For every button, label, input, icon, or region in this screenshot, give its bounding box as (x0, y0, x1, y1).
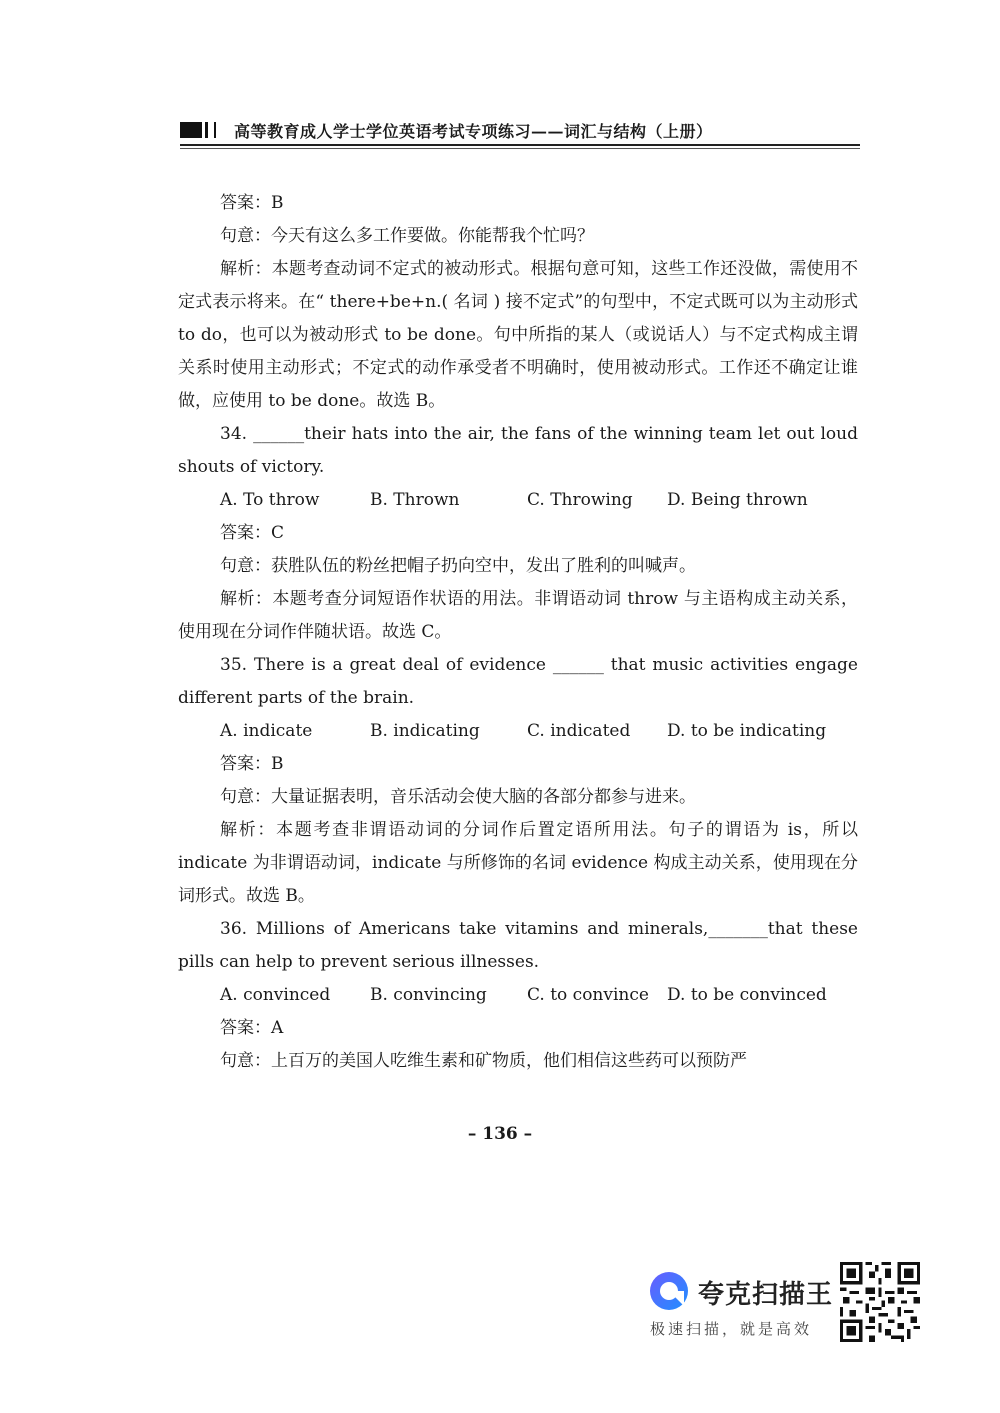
option-d: D. to be indicating (667, 721, 827, 741)
page-content (178, 187, 858, 1078)
running-header (180, 118, 860, 144)
option-a: A. indicate (220, 721, 313, 741)
option-c: C. indicated (527, 721, 631, 741)
analysis-35: 解析：本题考查非谓语动词的分词作后置定语所用法。句子的谓语为 is，所以 indicate 为非谓语动词，indicate 与所修饰的名词 evidence 构成主动关系，使用现在分词形式。故选 B。 (178, 820, 858, 906)
option-c: C. Throwing (527, 490, 633, 510)
option-c: C. to convince (527, 985, 649, 1005)
option-d: D. to be convinced (667, 985, 827, 1005)
option-d: D. Being thrown (667, 490, 808, 510)
analysis-33: 解析：本题考查动词不定式的被动形式。根据句意可知，这些工作还没做，需使用不定式表示将来。在“ there+be+n.( 名词 ) 接不定式”的句型中，不定式既可以为主动形式 to do，也可以为被动形式 to be done。句中所指的某人（或说话人）与不定式构成主谓关系时使用主动形式；不定式的动作承受者不明确时，使用被动形式。工作还不确定让谁做，应使用 to be done。故选 B。 (178, 259, 858, 411)
header-rule (180, 144, 860, 146)
qr-code-icon (840, 1262, 920, 1342)
header-title: 高等教育成人学士学位英语考试专项练习——词汇与结构（上册） (234, 122, 713, 141)
question-35-stem: 35. There is a great deal of evidence ______ that music activities engage different parts of the brain. (178, 655, 858, 708)
answer-36: 答案：A (220, 1018, 284, 1038)
page-number: – 136 – (467, 1124, 533, 1144)
watermark-slogan: 极速扫描，就是高效 (650, 1320, 813, 1338)
option-b: B. Thrown (370, 490, 460, 510)
question-36-stem: 36. Millions of Americans take vitamins and minerals,_______that these pills can help to prevent serious illnesses. (178, 919, 858, 972)
meaning-34: 句意：获胜队伍的粉丝把帽子扔向空中，发出了胜利的叫喊声。 (220, 556, 696, 576)
question-35-options (178, 715, 858, 748)
answer-35: 答案：B (220, 754, 284, 774)
meaning-36: 句意：上百万的美国人吃维生素和矿物质，他们相信这些药可以预防严 (220, 1051, 747, 1071)
answer-33: 答案：B (220, 193, 284, 213)
option-b: B. convincing (370, 985, 487, 1005)
option-a: A. To throw (220, 490, 320, 510)
question-34-stem: 34. ______their hats into the air, the fans of the winning team let out loud shouts of victory. (178, 424, 858, 477)
question-36-options (178, 979, 858, 1012)
watermark-brand: 夸克扫描王 (698, 1280, 834, 1310)
header-rule-thin (180, 148, 860, 149)
quark-logo-icon (648, 1270, 690, 1312)
option-b: B. indicating (370, 721, 480, 741)
header-marker-icon (180, 122, 216, 138)
answer-34: 答案：C (220, 523, 285, 543)
meaning-35: 句意：大量证据表明，音乐活动会使大脑的各部分都参与进来。 (220, 787, 696, 807)
option-a: A. convinced (220, 985, 331, 1005)
analysis-34: 解析：本题考查分词短语作状语的用法。非谓语动词 throw 与主语构成主动关系，使用现在分词作伴随状语。故选 C。 (178, 589, 858, 642)
question-34-options (178, 484, 858, 517)
meaning-33: 句意：今天有这么多工作要做。你能帮我个忙吗？ (220, 226, 594, 246)
